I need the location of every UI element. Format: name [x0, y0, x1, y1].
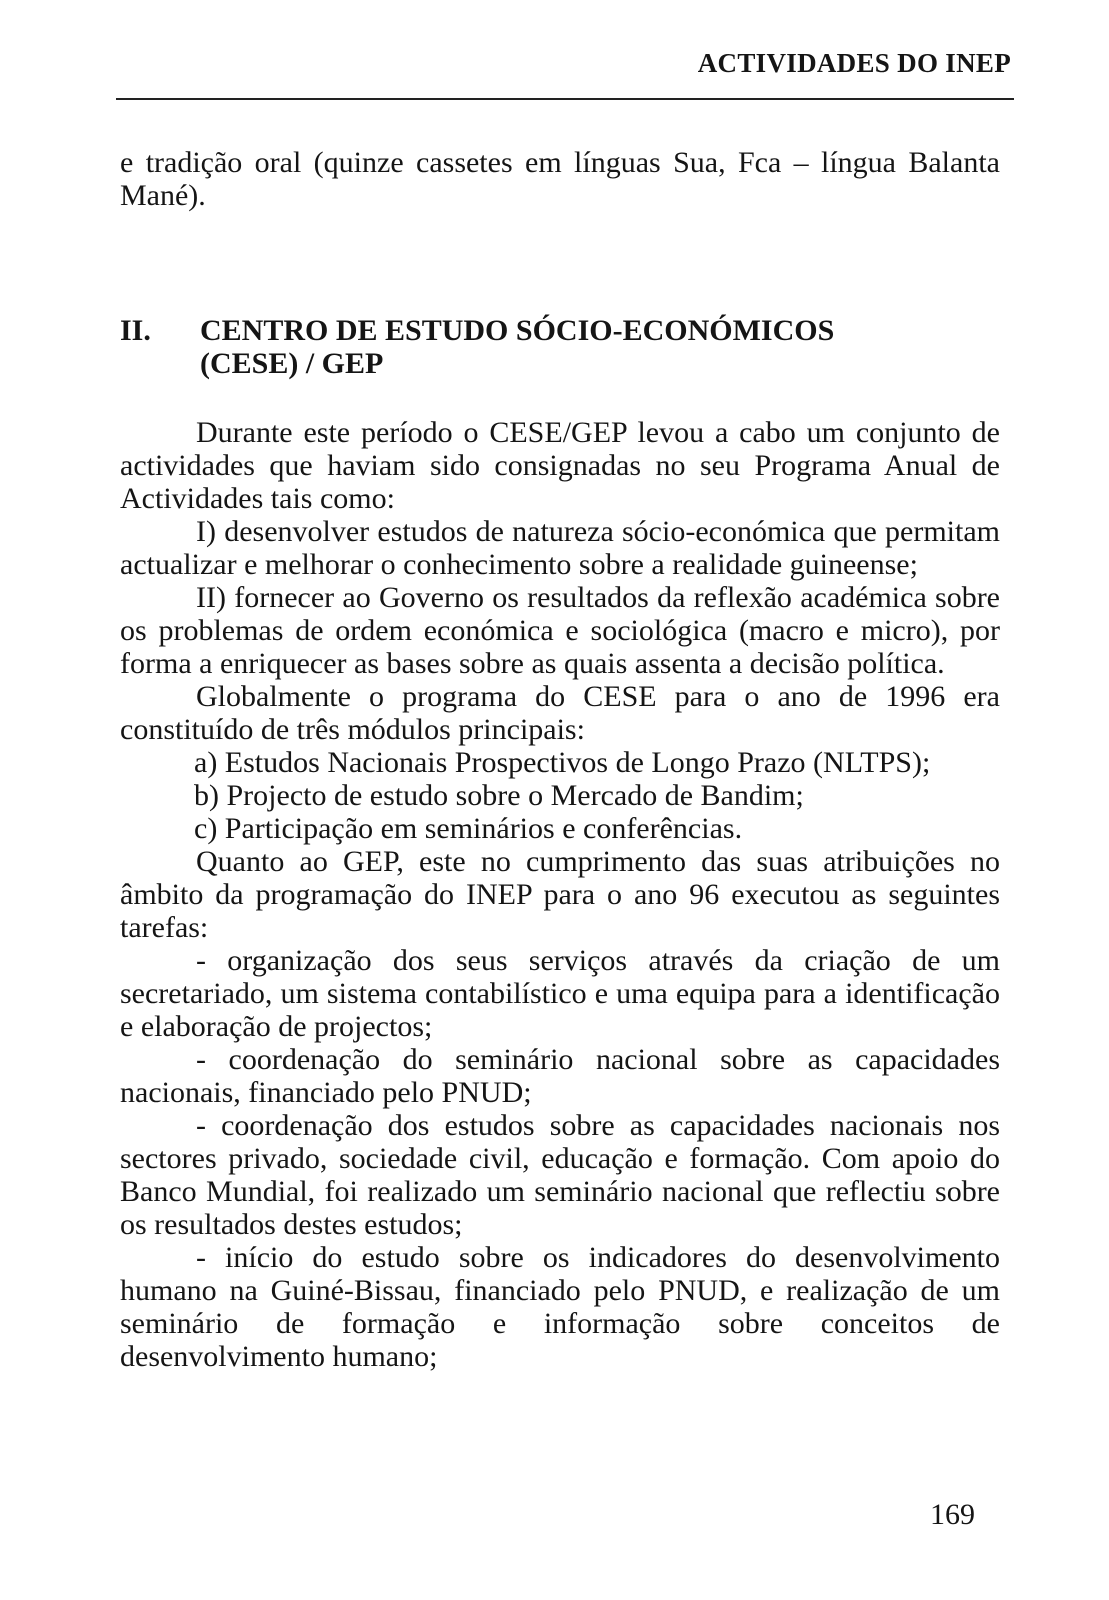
- running-header: ACTIVIDADES DO INEP: [697, 48, 1011, 78]
- section-title-line-1: CENTRO DE ESTUDO SÓCIO-ECONÓMICOS: [200, 314, 835, 347]
- paragraph-objective-1: I) desenvolver estudos de natureza sócio-económica que permitam actualizar e melhorar o conhecimento sobre a realidade guineense;: [120, 515, 1000, 581]
- section-number: II.: [120, 314, 151, 347]
- body-text: [120, 146, 1000, 1373]
- module-item-c: c) Participação em seminários e conferências.: [194, 812, 743, 845]
- task-item: - organização dos seus serviços através da criação de um secretariado, um sistema contabilístico e uma equipa para a identificação e elaboração de projectos;: [120, 944, 1000, 1043]
- section-title-line-2: (CESE) / GEP: [200, 347, 384, 380]
- module-item-b: b) Projecto de estudo sobre o Mercado de Bandim;: [194, 779, 804, 812]
- module-item-a: a) Estudos Nacionais Prospectivos de Longo Prazo (NLTPS);: [194, 746, 931, 779]
- task-item: - coordenação do seminário nacional sobre as capacidades nacionais, financiado pelo PNUD;: [120, 1043, 1000, 1109]
- paragraph-objective-2: II) fornecer ao Governo os resultados da reflexão académica sobre os problemas de ordem económica e sociológica (macro e micro), por forma a enriquecer as bases sobre as quais assenta a decisão política.: [120, 581, 1000, 680]
- page-number: 169: [930, 1498, 975, 1531]
- paragraph-gep-intro: Quanto ao GEP, este no cumprimento das suas atribuições no âmbito da programação do INEP para o ano 96 executou as seguintes tarefas:: [120, 845, 1000, 944]
- header-rule: [116, 98, 1014, 100]
- section-title: [200, 314, 1000, 380]
- task-item: - início do estudo sobre os indicadores do desenvolvimento humano na Guiné-Bissau, financiado pelo PNUD, e realização de um seminário de formação e informação sobre conceitos de desenvolvimento humano;: [120, 1241, 1000, 1373]
- continuation-paragraph: e tradição oral (quinze cassetes em línguas Sua, Fca – língua Balanta Mané).: [120, 146, 1000, 212]
- paragraph-intro: Durante este período o CESE/GEP levou a cabo um conjunto de actividades que haviam sido consignadas no seu Programa Anual de Actividades tais como:: [120, 416, 1000, 515]
- task-item: - coordenação dos estudos sobre as capacidades nacionais nos sectores privado, sociedade civil, educação e formação. Com apoio do Banco Mundial, foi realizado um seminário nacional que reflectiu sobre os resultados destes estudos;: [120, 1109, 1000, 1241]
- paragraph-program: Globalmente o programa do CESE para o ano de 1996 era constituído de três módulos principais:: [120, 680, 1000, 746]
- section-heading: [120, 314, 1000, 380]
